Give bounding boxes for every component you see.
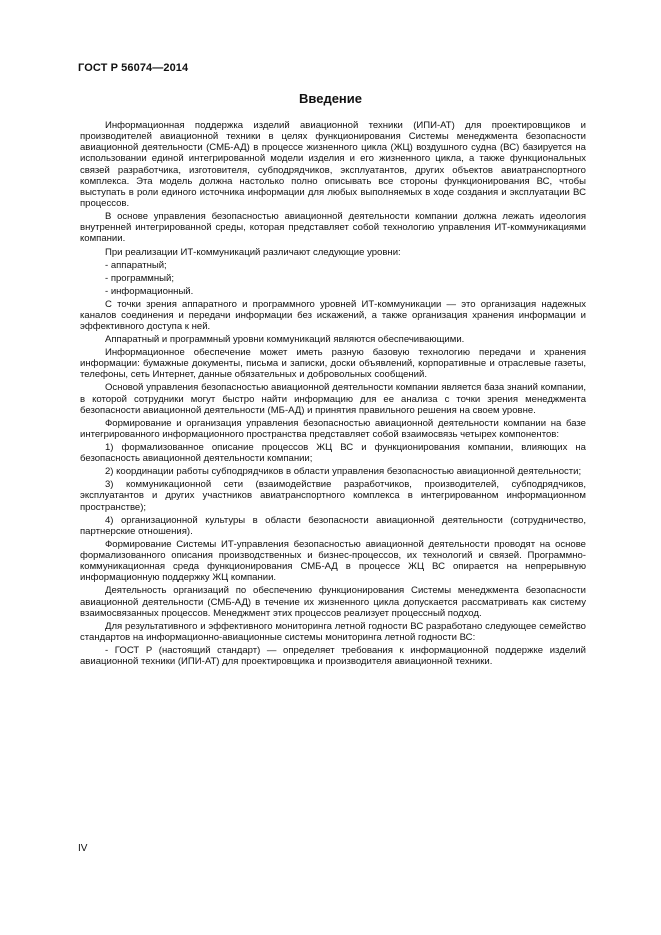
section-title: Введение xyxy=(299,91,362,106)
list-item: - аппаратный; xyxy=(105,259,167,271)
document-body xyxy=(80,120,586,669)
document-header-id: ГОСТ Р 56074—2014 xyxy=(78,62,189,74)
list-item: - программный; xyxy=(105,272,174,284)
list-item: - ГОСТ Р (настоящий стандарт) — определяет требования к информационной поддержке изделий авиационной техники (ИПИ-АТ) для проектировщика и производителя авиационной техники. xyxy=(80,644,586,668)
paragraph: При реализации ИТ-коммуникаций различают следующие уровни: xyxy=(105,246,401,258)
list-item: 2) координации работы субподрядчиков в области управления безопасностью авиационной деятельности; xyxy=(105,466,582,478)
paragraph: Для результативного и эффективного мониторинга летной годности ВС разработано следующее семейство стандартов на информационно-авиационные системы мониторинга летной годности ВС: xyxy=(80,620,586,643)
list-item: 3) коммуникационной сети (взаимодействие разработчиков, производителей, субподрядчиков, эксплуатантов и других участников авиатранспортного комплекса в интегрированном информационном пространстве); xyxy=(80,479,586,513)
list-item: 1) формализованное описание процессов ЖЦ ВС и функционирования компании, влияющих на безопасность авиационной деятельности компании; xyxy=(80,442,586,465)
paragraph: Информационная поддержка изделий авиационной техники (ИПИ-АТ) для проектировщиков и производителей авиационной техники в целях функционирования Системы менеджмента безопасности авиационной деятельности (СМБ-АД) в процессе жизненного цикла (ЖЦ) воздушного судна (ВС) базируется на использовании единой интегрированной модели изделия и его жизненного цикла, а также функциональных связей разработчика, изготовителя, субподрядчиков, эксплуатантов, других объектов авиатранспортного комплекса. Эта модель должна настолько полно описывать все стороны функционирования ВС, чтобы выступать в роли единого источника информации для любых выполняемых в ходе создания и эксплуатации ВС процессов. xyxy=(80,120,586,210)
paragraph: Формирование Системы ИТ-управления безопасностью авиационной деятельности проводят на основе формализованного описания производственных и бизнес-процессов, их технологий и связей. Программно-коммуникационная среда функционирования СМБ-АД в процессе ЖЦ ВС опирается на непрерывную информационную поддержку ЖЦ компании. xyxy=(80,538,586,584)
page-number: IV xyxy=(78,843,88,854)
list-item: - информационный. xyxy=(105,285,194,297)
paragraph: В основе управления безопасностью авиационной деятельности компании должна лежать идеология внутренней интегрированной среды, которая представляет собой технологию управления ИТ-коммуникациями компании. xyxy=(80,211,586,245)
list-item: 4) организационной культуры в области безопасности авиационной деятельности (сотрудничество, партнерские отношения). xyxy=(80,514,586,537)
paragraph: Информационное обеспечение может иметь разную базовую технологию передачи и хранения информации: бумажные документы, письма и записки, доски объявлений, корпоративные и отраслевые газеты, телефоны, сеть Интернет, данные обязательных и добровольных сообщений. xyxy=(80,347,586,381)
paragraph: С точки зрения аппаратного и программного уровней ИТ-коммуникации — это организация надежных каналов соединения и передачи информации без искажений, а также организация хранения информации и эффективного доступа к ней. xyxy=(80,298,586,332)
paragraph: Деятельность организаций по обеспечению функционирования Системы менеджмента безопасности авиационной деятельности (СМБ-АД) в течение их жизненного цикла допускается рассматривать как систему взаимосвязанных процессов. Менеджмент этих процессов реализует процессный подход. xyxy=(80,585,586,619)
paragraph: Аппаратный и программный уровни коммуникаций являются обеспечивающими. xyxy=(105,334,465,346)
paragraph: Формирование и организация управления безопасностью авиационной деятельности компании на базе интегрированного информационного пространства представляет собой взаимосвязь четырех компонентов: xyxy=(80,417,586,440)
paragraph: Основой управления безопасностью авиационной деятельности компании является база знаний компании, в которой сотрудники могут быстро найти информацию для ее анализа с точки зрения менеджмента безопасности авиационной деятельности (МБ-АД) и принятия правильного решения на своем уровне. xyxy=(80,382,586,416)
